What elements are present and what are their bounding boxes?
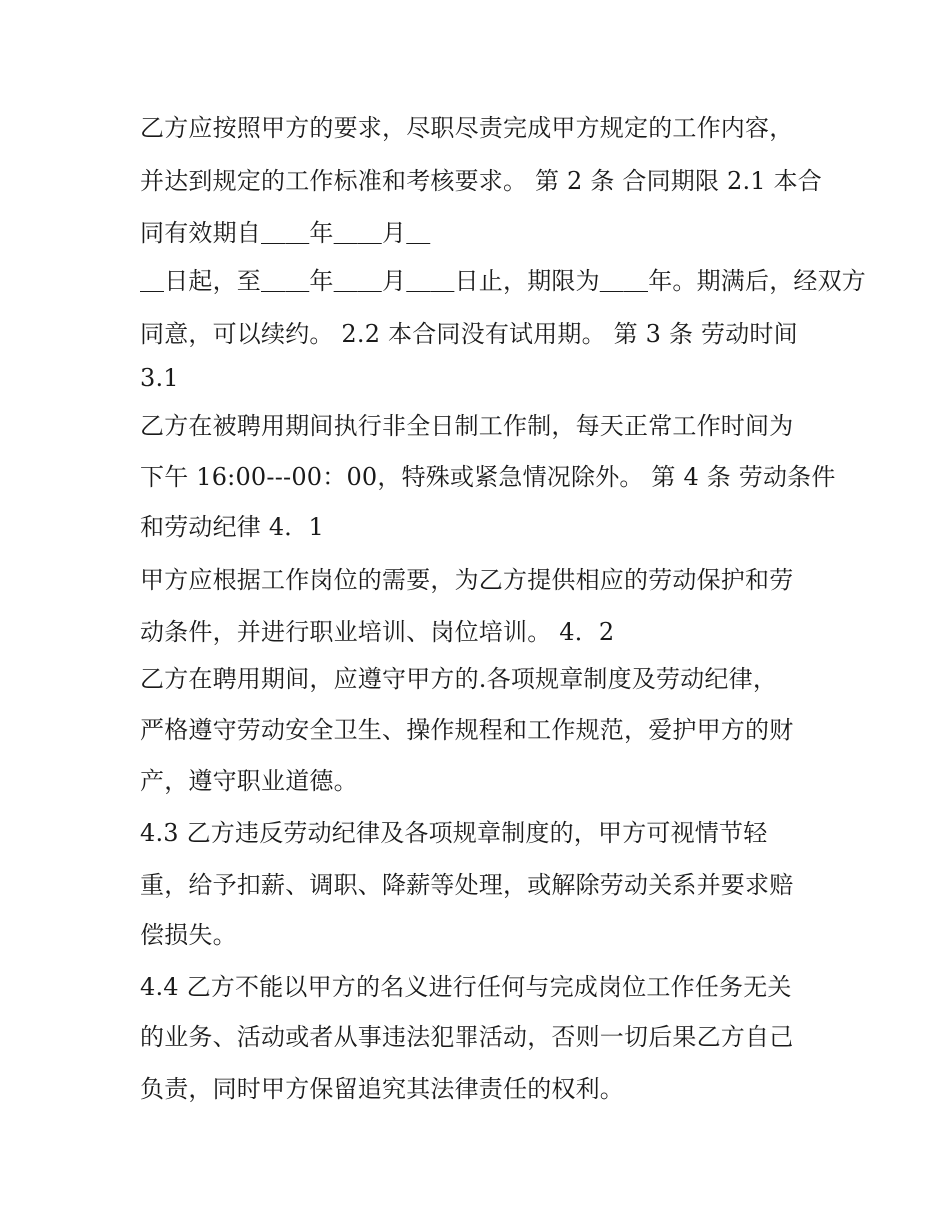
text-line: 4.3 乙方违反劳动纪律及各项规章制度的，甲方可视情节轻 [140,819,768,847]
text-line: 同意，可以续约。 2.2 本合同没有试用期。 第 3 条 劳动时间 [140,320,798,348]
text-line: 下午 16:00---00：00，特殊或紧急情况除外。 第 4 条 劳动条件 [140,463,836,491]
text-line: 乙方应按照甲方的要求，尽职尽责完成甲方规定的工作内容， [140,114,794,142]
text-line: 乙方在聘用期间，应遵守甲方的.各项规章制度及劳动纪律， [140,665,778,693]
text-line: 偿损失。 [140,921,237,949]
text-line: 重，给予扣薪、调职、降薪等处理，或解除劳动关系并要求赔 [140,871,794,899]
text-line: 并达到规定的工作标准和考核要求。 第 2 条 合同期限 2.1 本合 [140,167,823,195]
text-line: 动条件，并进行职业培训、岗位培训。 4．2 [140,618,615,646]
text-line: 严格遵守劳动安全卫生、操作规程和工作规范，爱护甲方的财 [140,716,794,744]
text-line: 甲方应根据工作岗位的需要，为乙方提供相应的劳动保护和劳 [140,566,794,594]
text-line: ＿日起，至＿＿年＿＿月＿＿日止，期限为＿＿年。期满后，经双方 [140,267,866,295]
text-line: 产，遵守职业道德。 [140,767,358,795]
text-line: 4.4 乙方不能以甲方的名义进行任何与完成岗位工作任务无关 [140,973,792,1001]
text-line: 的业务、活动或者从事违法犯罪活动，否则一切后果乙方自己 [140,1023,794,1051]
text-line: 3.1 [140,364,179,392]
text-line: 同有效期自＿＿年＿＿月＿ [140,219,431,247]
text-line: 和劳动纪律 4．1 [140,513,324,541]
text-line: 乙方在被聘用期间执行非全日制工作制，每天正常工作时间为 [140,412,794,440]
text-line: 负责，同时甲方保留追究其法律责任的权利。 [140,1075,624,1103]
